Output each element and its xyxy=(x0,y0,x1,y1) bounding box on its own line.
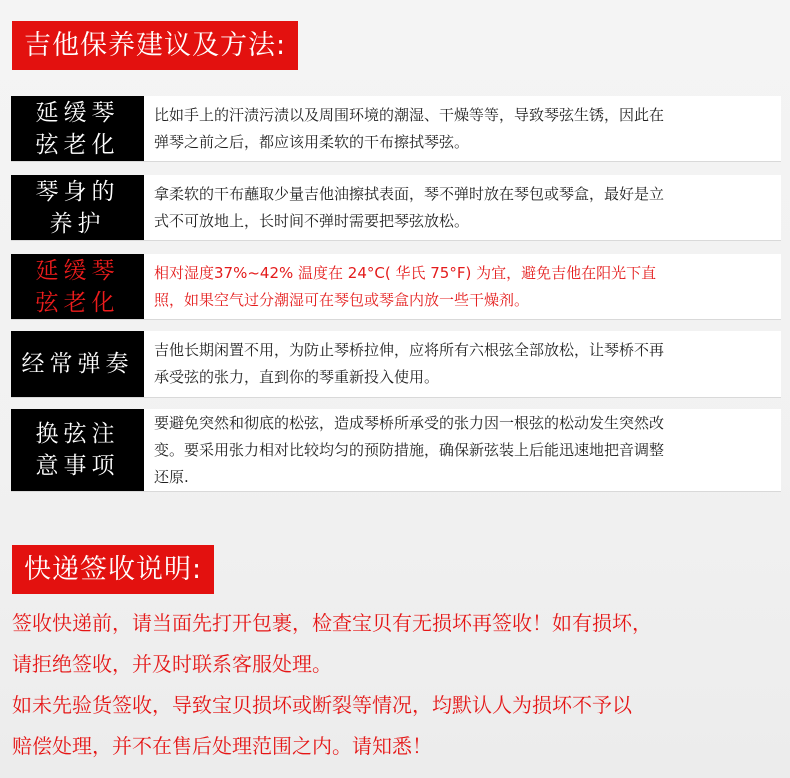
delivery-notice-line: 如未先验货签收，导致宝贝损坏或断裂等情况，均默认人为损坏不予以 xyxy=(12,693,632,717)
text-line: 拿柔软的干布蘸取少量吉他油擦拭表面，琴不弹时放在琴包或琴盒，最好是立 xyxy=(154,184,665,203)
care-row-text xyxy=(154,254,769,319)
label-line: 弦老化 xyxy=(35,289,120,316)
care-row-text xyxy=(154,175,769,240)
care-row-string-change xyxy=(11,409,781,492)
care-row-text xyxy=(154,96,769,161)
care-row-humidity xyxy=(11,254,781,320)
care-row-label xyxy=(11,409,144,491)
text-line: 变。要采用张力相对比较均匀的预防措施，确保新弦装上后能迅速地把音调整 xyxy=(154,440,665,459)
care-row-label xyxy=(11,96,144,161)
text-line: 弹琴之前之后，都应该用柔软的干布擦拭琴弦。 xyxy=(154,132,470,151)
text-line: 相对湿度37%~42% 温度在 24°C( 华氏 75°F) 为宜，避免吉他在阳光下直 xyxy=(154,263,657,282)
care-row-play-often xyxy=(11,331,781,398)
care-tips-title: 吉他保养建议及方法: xyxy=(12,21,298,70)
text-line: 式不可放地上，长时间不弹时需要把琴弦放松。 xyxy=(154,211,470,230)
label-line: 换弦注 xyxy=(35,421,120,447)
text-line: 照，如果空气过分潮湿可在琴包或琴盒内放一些干燥剂。 xyxy=(154,290,530,309)
text-line: 还原. xyxy=(154,467,189,486)
label-line: 弦老化 xyxy=(35,131,120,158)
label-line: 意事项 xyxy=(35,453,120,479)
text-line: 吉他长期闲置不用，为防止琴桥拉伸，应将所有六根弦全部放松，让琴桥不再 xyxy=(154,341,665,359)
text-line: 要避免突然和彻底的松弦，造成琴桥所承受的张力因一根弦的松动发生突然改 xyxy=(154,413,665,432)
delivery-notice-title: 快递签收说明: xyxy=(12,545,214,594)
text-line: 比如手上的汗渍污渍以及周围环境的潮湿、干燥等等，导致琴弦生锈，因此在 xyxy=(154,105,665,124)
care-row-string-aging xyxy=(11,96,781,162)
care-row-label xyxy=(11,175,144,240)
label-line: 养护 xyxy=(49,210,106,237)
delivery-notice-line: 请拒绝签收，并及时联系客服处理。 xyxy=(12,652,332,676)
care-row-text xyxy=(154,331,769,397)
text-line: 承受弦的张力，直到你的琴重新投入使用。 xyxy=(154,368,440,386)
label-line: 琴身的 xyxy=(35,178,120,205)
delivery-notice-line: 签收快递前，请当面先打开包裹，检查宝贝有无损坏再签收！如有损坏， xyxy=(12,611,652,635)
care-row-text xyxy=(154,409,769,491)
label-line: 延缓琴 xyxy=(35,257,120,284)
delivery-notice-line: 赔偿处理，并不在售后处理范围之内。请知悉！ xyxy=(12,734,432,758)
care-row-label xyxy=(11,331,144,397)
care-row-body-care xyxy=(11,175,781,241)
label-line: 延缓琴 xyxy=(35,99,120,126)
label-line: 经常弹奏 xyxy=(21,351,134,377)
care-row-label xyxy=(11,254,144,319)
